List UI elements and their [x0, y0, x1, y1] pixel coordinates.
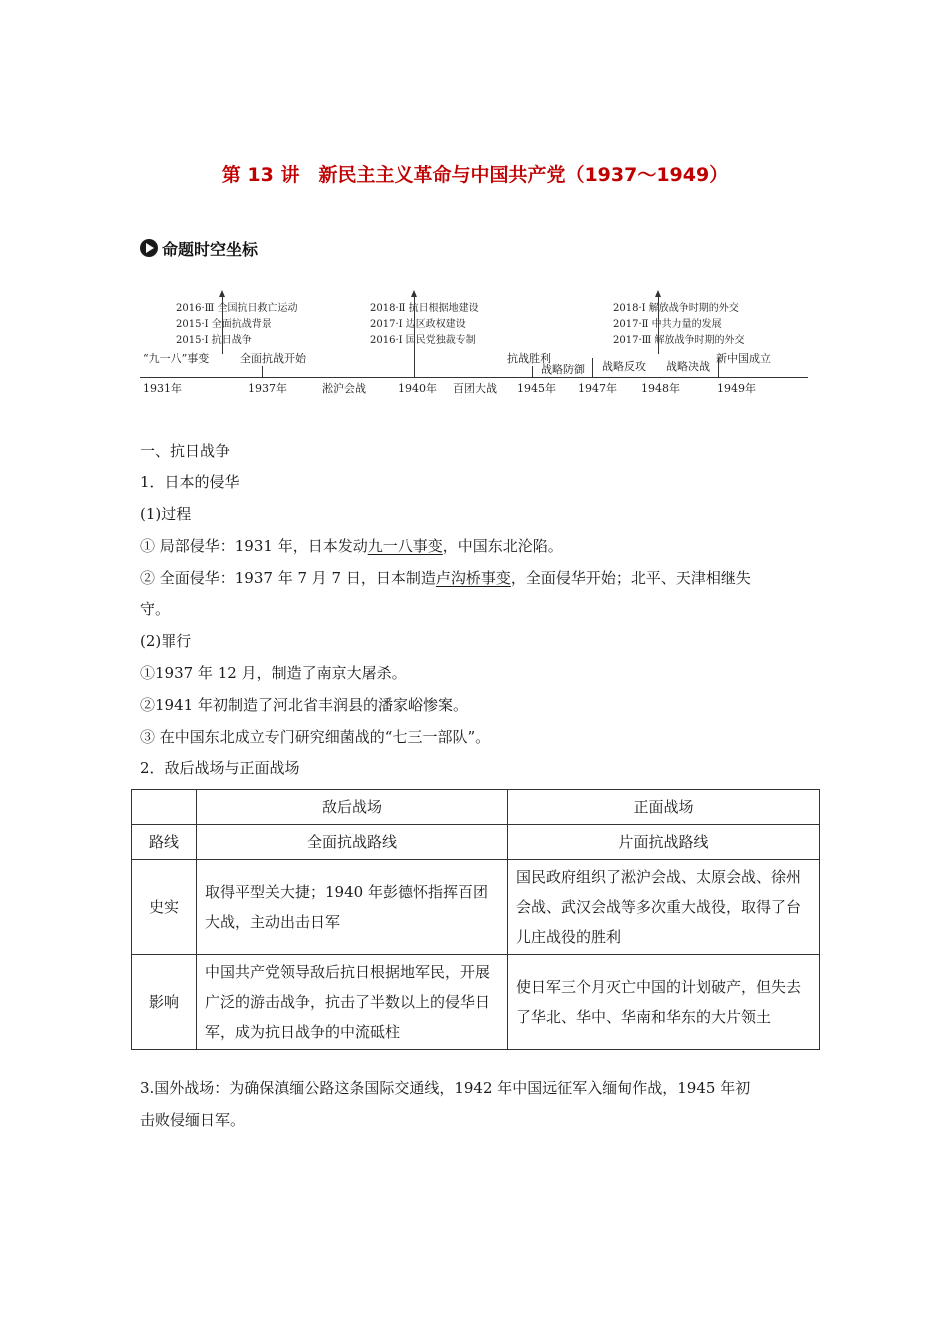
- timeline-topic: 2017·Ⅰ 边区政权建设: [370, 319, 466, 330]
- table-cell: 片面抗战路线: [508, 825, 820, 860]
- paragraph-full-invasion: [140, 567, 751, 589]
- year-label: 1940年: [398, 382, 437, 395]
- subheading-crimes: (2)罪行: [140, 632, 192, 650]
- text: ① 局部侵华：1931 年，日本发动: [140, 537, 368, 555]
- tick: [592, 358, 593, 377]
- row-label: 路线: [132, 825, 197, 860]
- table-row: [132, 825, 820, 860]
- year-label: 1947年: [578, 382, 617, 395]
- underlined-term: 卢沟桥事变: [435, 569, 511, 587]
- comparison-table: [131, 789, 820, 1050]
- table-cell: 全面抗战路线: [197, 825, 508, 860]
- timeline-topic: 2018·Ⅱ 抗日根据地建设: [370, 303, 479, 314]
- timeline-topic: 2017·Ⅲ 解放战争时期的外交: [613, 335, 745, 346]
- table-cell: 国民政府组织了淞沪会战、太原会战、徐州会战、武汉会战等多次重大战役，取得了台儿庄战役的胜利: [508, 860, 820, 955]
- table-header-cell: [132, 790, 197, 825]
- section-header: [140, 237, 258, 259]
- event-baituan: 百团大战: [453, 382, 497, 395]
- section-label: 命题时空坐标: [162, 239, 259, 259]
- text: ，中国东北沦陷。: [442, 537, 563, 555]
- row-label: 史实: [132, 860, 197, 955]
- row-label: 影响: [132, 955, 197, 1050]
- tick: [532, 366, 533, 377]
- underlined-term: 九一八事变: [367, 537, 443, 555]
- timeline-topic: 2016·Ⅲ 全国抗日救亡运动: [176, 303, 298, 314]
- year-label: 1948年: [641, 382, 680, 395]
- timeline-topic: 2018·Ⅰ 解放战争时期的外交: [613, 303, 739, 314]
- year-label: 1937年: [248, 382, 287, 395]
- event-prc: 新中国成立: [716, 352, 771, 365]
- event-decisive: 战略决战: [666, 360, 710, 373]
- crime-item: ③ 在中国东北成立专门研究细菌战的“七三一部队”。: [140, 728, 491, 746]
- heading-anti-japanese-war: 一、抗日战争: [140, 442, 231, 460]
- timeline-topic: 2017·Ⅱ 中共力量的发展: [613, 319, 722, 330]
- event-victory: 抗战胜利: [507, 352, 551, 365]
- paragraph-local-invasion: [140, 535, 563, 557]
- event-defense: 战略防御: [541, 363, 585, 376]
- timeline-axis: [140, 377, 808, 378]
- year-label: 1945年: [517, 382, 556, 395]
- year-label: 1949年: [717, 382, 756, 395]
- up-arrow-icon: [658, 296, 659, 354]
- paragraph-foreign-front-cont: 击败侵缅日军。: [140, 1111, 246, 1129]
- subheading-process: (1)过程: [140, 505, 192, 523]
- table-cell: 取得平型关大捷；1940 年彭德怀指挥百团大战，主动出击日军: [197, 860, 508, 955]
- heading-battlefields: 2．敌后战场与正面战场: [140, 759, 300, 777]
- timeline-topic: 2015·Ⅰ 全面抗战背景: [176, 319, 272, 330]
- event-918: “九一八”事变: [143, 352, 210, 365]
- table-row: [132, 860, 820, 955]
- timeline-topic: 2016·Ⅰ 国民党独裁专制: [370, 335, 476, 346]
- table-cell: 使日军三个月灭亡中国的计划破产，但失去了华北、华中、华南和华东的大片领土: [508, 955, 820, 1050]
- table-row: [132, 955, 820, 1050]
- timeline-topic: 2015·Ⅰ 抗日战争: [176, 335, 252, 346]
- table-cell: 中国共产党领导敌后抗日根据地军民，开展广泛的游击战争，抗击了半数以上的侵华日军，成为抗日战争的中流砥柱: [197, 955, 508, 1050]
- paragraph-continued: 守。: [140, 600, 171, 618]
- table-header-cell: 敌后战场: [197, 790, 508, 825]
- paragraph-foreign-front: 3.国外战场：为确保滇缅公路这条国际交通线，1942 年中国远征军入缅甸作战，1945 年初: [140, 1079, 751, 1097]
- event-full-war: 全面抗战开始: [240, 352, 306, 365]
- play-circle-icon: [140, 239, 158, 257]
- up-arrow-icon: [414, 296, 415, 377]
- timeline: [0, 280, 950, 410]
- year-label: 1931年: [143, 382, 182, 395]
- text: ② 全面侵华：1937 年 7 月 7 日，日本制造: [140, 569, 436, 587]
- table-header-cell: 正面战场: [508, 790, 820, 825]
- table-header-row: [132, 790, 820, 825]
- event-songhu: 淞沪会战: [322, 382, 366, 395]
- heading-invasion: 1．日本的侵华: [140, 473, 240, 491]
- tick: [262, 366, 263, 377]
- up-arrow-icon: [222, 296, 223, 354]
- crime-item: ①1937 年 12 月，制造了南京大屠杀。: [140, 664, 407, 682]
- text: ，全面侵华开始；北平、天津相继失: [510, 569, 751, 587]
- crime-item: ②1941 年初制造了河北省丰润县的潘家峪惨案。: [140, 696, 468, 714]
- page-title: 第 13 讲 新民主主义革命与中国共产党（1937～1949）: [221, 164, 729, 186]
- event-counter: 战略反攻: [602, 360, 646, 373]
